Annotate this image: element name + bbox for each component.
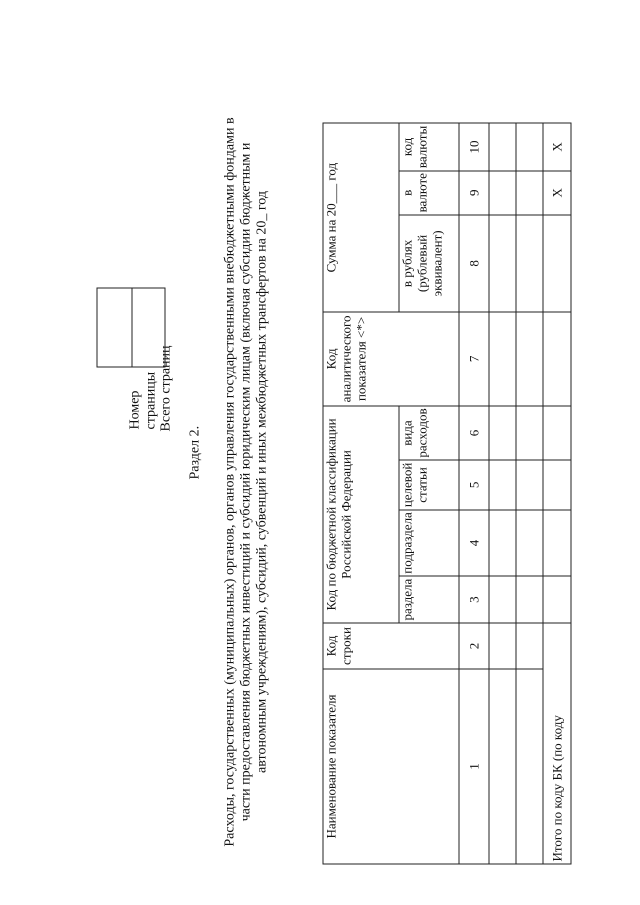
table-cell[interactable] <box>489 123 516 170</box>
total-pages-box[interactable] <box>132 288 166 368</box>
col-num: 8 <box>459 215 489 312</box>
header-currency: в валюте <box>399 171 459 215</box>
table-cell[interactable] <box>489 460 516 510</box>
header-sum: Сумма на 20___ год <box>323 123 399 312</box>
table-cell[interactable] <box>489 171 516 215</box>
total-pages-label: Всего страниц <box>158 345 174 432</box>
total-x-mark: X <box>543 123 571 170</box>
section-title: Раздел 2. <box>187 425 203 480</box>
header-name: Наименование показателя <box>323 669 459 864</box>
header-line-code: Код строки <box>323 623 459 669</box>
table-cell[interactable] <box>489 669 516 864</box>
page-heading: Расходы, государственных (муниципальных) органов, органов управления государственными внебюджетными фондами в части предоставления бюджетных инвестиций и субсидий юридическим лицам (включая субсидии бюджетным и автономным учреждениям), субсидий, субвенций и иных межбюджетных трансфертов на 20_ год <box>222 117 270 847</box>
col-num: 4 <box>459 510 489 577</box>
table-cell[interactable] <box>516 123 543 170</box>
table-cell[interactable] <box>516 215 543 312</box>
table-cell[interactable] <box>543 576 571 623</box>
table-cell[interactable] <box>543 460 571 510</box>
total-label: Итого по коду БК (по коду <box>543 623 571 864</box>
header-rub: в рублях (рублевый эквивалент) <box>399 215 459 312</box>
table-cell[interactable] <box>489 510 516 577</box>
table-cell[interactable] <box>516 623 543 669</box>
col-num: 9 <box>459 171 489 215</box>
rotated-page <box>1 0 640 905</box>
table-cell[interactable] <box>543 406 571 460</box>
table-cell[interactable] <box>489 312 516 406</box>
table-cell[interactable] <box>543 215 571 312</box>
column-numbers-row <box>459 123 489 864</box>
table-cell[interactable] <box>543 510 571 577</box>
header-currency-code: код валюты <box>399 123 459 170</box>
table-cell[interactable] <box>516 312 543 406</box>
table-cell[interactable] <box>516 669 543 864</box>
table-cell[interactable] <box>489 576 516 623</box>
col-num: 6 <box>459 406 489 460</box>
table-cell[interactable] <box>516 460 543 510</box>
col-num: 2 <box>459 623 489 669</box>
header-expense-type: вида расходов <box>399 406 459 460</box>
page-number-box[interactable] <box>97 288 133 368</box>
header-analytic-code: Код аналитического показателя <*> <box>323 312 459 406</box>
table-row <box>516 123 543 864</box>
table-cell[interactable] <box>489 215 516 312</box>
header-subsection: подраздела <box>399 510 459 577</box>
col-num: 10 <box>459 123 489 170</box>
col-num: 1 <box>459 669 489 864</box>
header-budget-class: Код по бюджетной классификации Российской Федерации <box>323 406 399 623</box>
col-num: 7 <box>459 312 489 406</box>
total-row <box>543 123 571 864</box>
table-cell[interactable] <box>516 576 543 623</box>
col-num: 5 <box>459 460 489 510</box>
table-cell[interactable] <box>489 623 516 669</box>
table-cell[interactable] <box>516 510 543 577</box>
page-number-label: Номер страницы <box>127 371 159 430</box>
expenses-table <box>323 123 572 865</box>
table-row <box>489 123 516 864</box>
header-target: целевой статьи <box>399 460 459 510</box>
col-num: 3 <box>459 576 489 623</box>
table-cell[interactable] <box>516 171 543 215</box>
table-cell[interactable] <box>516 406 543 460</box>
header-section: раздела <box>399 576 459 623</box>
table-cell[interactable] <box>489 406 516 460</box>
table-cell[interactable] <box>543 312 571 406</box>
total-x-mark: X <box>543 171 571 215</box>
